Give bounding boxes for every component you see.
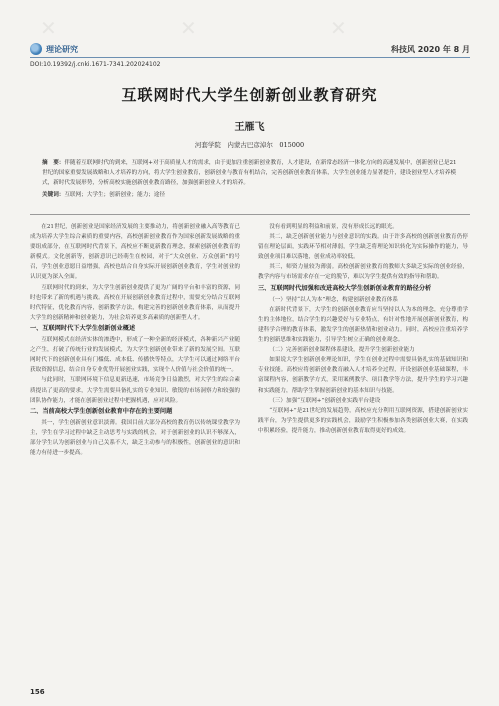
abstract-divider xyxy=(30,214,470,215)
author-affiliation: 河套学院 内蒙古巴彦淖尔 015000 xyxy=(194,141,305,149)
section-heading: 三、互联网时代加强和改进高校大学生创新创业教育的路径分析 xyxy=(258,284,432,292)
body-paragraph: （三）加强“互联网+”创新创业实践平台建设 xyxy=(269,397,381,404)
body-paragraph: 没有看到明显的利益和前景，没有形成长远的眼光。 xyxy=(269,224,398,230)
body-paragraph: （一）坚持“以人为本”理念，构建创新创业教育体系 xyxy=(269,296,398,303)
body-column-left xyxy=(30,222,240,682)
abstract xyxy=(42,158,462,188)
abstract-text: 伴随着互联网时代的到来，互联网+对于高质量人才的需求，由于更加注重创新创业教育，人才建设，在新常态经济一体化方向的高速发展中，创新创业已是21世纪的国家重要发展战略和人才培养的方向，将大学生创业教育，创新创业与教育有机结合，完善创新创业教育体系，大学生创业能力显著提升，建设创业型人才培养模式，新时代发展形势，分析高校实施创新创业教育路径，加强创新创业人才的培养。 xyxy=(42,160,457,186)
keywords xyxy=(42,190,462,200)
abstract-label: 摘 要： xyxy=(42,160,65,166)
body-paragraph: 其一，学生创新创业意识淡薄。我国目前大部分高校的教育仍以传统课堂教学为主，学生在学习过程中缺乏主动思考与实践的机会，对于创新创业的认识不够深入，部分学生认为创新创业与自己关系不大，缺乏主动参与的积极性，创新创业的意识和能力有待进一步提高。 xyxy=(30,419,240,457)
page-number: 156 xyxy=(30,688,45,696)
section-group xyxy=(30,43,78,55)
body-paragraph: 在21世纪，创新创业是国家经济发展的主要推动力，将创新创业融入高等教育已成为培养大学生综合素质的重要内容，高校创新创业教育作为国家创新发展战略的重要组成部分，在互联网时代背景下，高校应不断更新教育理念，探索创新创业教育的新模式。文化创新等，创新意识已经萌生在校园，对于“大众创业、万众创新”的号召，学生创业意愿日益增强，高校也结合自身实际开展创新创业教育，学生对创业的认识更为深入全面。 xyxy=(30,224,240,281)
body-column-right xyxy=(258,222,468,682)
doi: DOI:10.19392/j.cnki.1671-7341.202024102 xyxy=(30,61,161,68)
body-paragraph: 互联网时代的到来，为大学生创新创业提供了更为广阔的平台和丰富的资源，同时也带来了新的机遇与挑战。高校在开展创新创业教育过程中，需要充分结合互联网时代特征，优化教育内容，创新教学方法，构建完善的创新创业教育体系，从而提升大学生的创新精神和创业能力，为社会培养更多高素质的创新型人才。 xyxy=(30,284,240,321)
article-title: 互联网时代大学生创新创业教育研究 xyxy=(121,86,378,104)
keywords-text: 互联网；大学生；创新创业；能力；途径 xyxy=(64,192,166,198)
section-heading: 一、互联网时代下大学生创新创业概述 xyxy=(30,324,136,332)
section-heading: 二、当前高校大学生创新创业教育中存在的主要问题 xyxy=(30,407,173,415)
section-name: 理论研究 xyxy=(46,44,78,54)
journal-header xyxy=(30,42,470,56)
body-paragraph: “互联网+”是21世纪的发展趋势，高校应充分利用互联网资源，搭建创新创业实践平台，为学生提供更多的实践机会，鼓励学生积极参加各类创新创业大赛，在实践中积累经验，提升能力，推动创新创业教育取得更好的成效。 xyxy=(258,407,468,434)
author-name: 王雁飞 xyxy=(234,122,265,133)
watermark: ✕ xyxy=(180,16,197,40)
body-paragraph: 互联网模式在经济实体的渗透中，形成了一种全新的经济模式，各种新兴产业随之产生，打破了传统行业的发展模式，为大学生创新创业带来了新的发展空间。互联网时代下的创新创业具有门槛低、成本低、传播快等特点，大学生可以通过网络平台获取资源信息，结合自身专业优势开展创业实践，实现个人价值与社会价值的统一。 xyxy=(30,337,240,374)
watermark: ✕ xyxy=(40,16,57,40)
keywords-label: 关键词： xyxy=(42,192,65,198)
watermark: ✕ xyxy=(330,16,347,40)
journal-name: 科技风 2020 年 8 月 xyxy=(391,44,470,54)
body-paragraph: 与此同时，互联网环境下信息更新迅速，市场竞争日益激烈，对大学生的综合素质提出了更高的要求，大学生需要具备扎实的专业知识、敏锐的市场洞察力和较强的团队协作能力，才能在创新创业过程中把握机遇，应对风险。 xyxy=(30,377,240,404)
body-paragraph: 其二，缺乏创新创业能力与创业意识的实践。由于许多高校的创新创业教育仍停留在理论层面，实践环节相对薄弱，学生缺乏将理论知识转化为实际操作的能力，导致创业项目难以落地，创业成功率较低。 xyxy=(258,234,468,261)
watermark: ✕ xyxy=(440,300,457,324)
body-paragraph: （二）完善创新创业课程体系建设，提升学生创新创业能力 xyxy=(269,347,415,354)
body-paragraph: 如果说大学生创新创业理论知识，学生在创业过程中需要具备扎实的基础知识和专业技能。高校应将创新创业教育融入人才培养全过程，开设创新创业基础课程，丰富课程内容，创新教学方式，采用案例教学、项目教学等方法，提升学生的学习兴趣和实践能力，帮助学生掌握创新创业的基本知识与技能。 xyxy=(258,357,468,394)
header-divider xyxy=(30,57,470,58)
journal-logo-icon xyxy=(30,43,42,55)
body-paragraph: 在新时代背景下，大学生的创新创业教育应当坚持以人为本的理念，充分尊重学生的主体地位，结合学生的兴趣爱好与专业特点，有针对性地开展创新创业教育，构建科学合理的教育体系，激发学生的创新热情和创业动力。同时，高校应注重培养学生的创新思维和实践能力，引导学生树立正确的创业观念。 xyxy=(258,306,468,344)
body-paragraph: 其三，师资力量较为薄弱。高校创新创业教育的教师大多缺乏实际的创业经验，教学内容与市场需求存在一定的脱节，难以为学生提供有效的指导和帮助。 xyxy=(258,264,468,281)
